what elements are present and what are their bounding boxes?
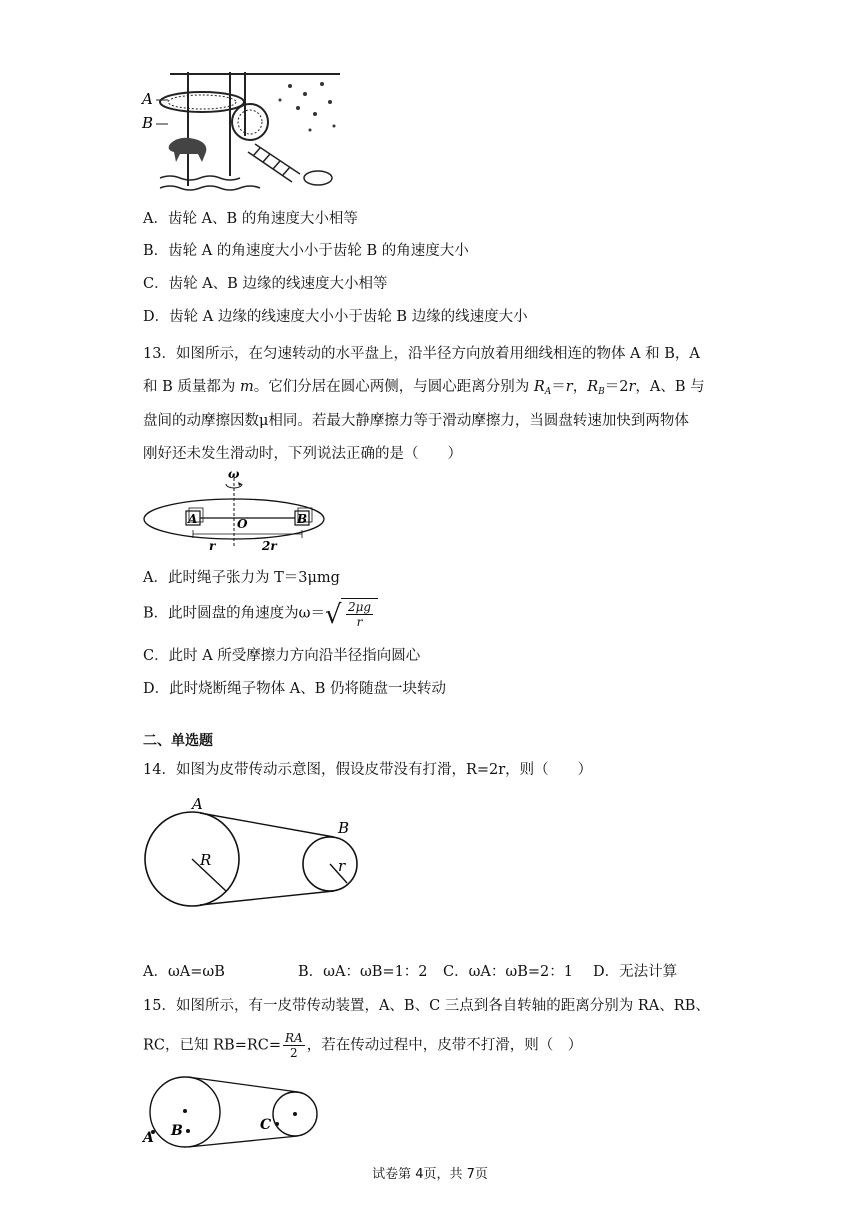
q14-belt-drive-figure: [140, 793, 370, 918]
q15-label-b: B: [171, 1123, 183, 1139]
q14-option-a: A．ωA=ωB: [143, 964, 225, 980]
q12-label-b: B: [142, 114, 154, 132]
page-footer: 试卷第 4页，共 7页: [372, 1167, 488, 1182]
q12-waterwheel-illustration: [140, 66, 345, 201]
q14-option-d: D．无法计算: [593, 964, 678, 980]
q14-label-a: A: [192, 795, 203, 813]
q15-belt-drive-figure: [140, 1074, 330, 1154]
q13-stem-line-4: 刚好还未发生滑动时，下列说法正确的是（ ）: [143, 446, 462, 462]
q13-stem-line-1: 13．如图所示，在匀速转动的水平盘上，沿半径方向放着用细线相连的物体 A 和 B，A: [143, 346, 700, 362]
q15-label-a: A: [143, 1130, 154, 1146]
q13-omega-label: ω: [228, 470, 240, 481]
q13-block-a-label: A: [188, 512, 198, 526]
q14-label-big-r: R: [200, 851, 212, 869]
q13-r-label: r: [209, 539, 216, 553]
q15-stem-line-1: 15．如图所示，有一皮带传动装置，A、B、C 三点到各自转轴的距离分别为 RA、RB、: [143, 998, 710, 1014]
q13-stem-line-2: 和 B 质量都为 m。它们分居在圆心两侧，与圆心距离分别为 $R_A=r$，$R_B=2r$，A、B 与: [143, 379, 705, 397]
q15-stem-line-2: RC，已知 RB=RC= $\frac{RA}{2}$ ，若在传动过程中，皮带不打滑，则（ ）: [143, 1031, 583, 1060]
q13-option-c: C．此时 A 所受摩擦力方向沿半径指向圆心: [143, 648, 421, 664]
q12-option-a: A．齿轮 A、B 的角速度大小相等: [143, 211, 358, 227]
q14-option-b: B．ωA：ωB=1：2: [298, 964, 428, 980]
q12-label-a: A: [142, 90, 153, 108]
q13-block-b-label: B: [297, 512, 308, 526]
q13-option-d: D．此时烧断绳子物体 A、B 仍将随盘一块转动: [143, 681, 446, 697]
q15-label-c: C: [260, 1117, 272, 1133]
q13-2r-label: 2r: [262, 539, 277, 553]
q12-option-c: C．齿轮 A、B 边缘的线速度大小相等: [143, 276, 388, 292]
q12-option-d: D．齿轮 A 边缘的线速度大小小于齿轮 B 边缘的线速度大小: [143, 309, 528, 325]
q13-stem-line-3: 盘间的动摩擦因数μ相同。若最大静摩擦力等于滑动摩擦力，当圆盘转速加快到两物体: [143, 413, 689, 429]
q12-option-b: B．齿轮 A 的角速度大小小于齿轮 B 的角速度大小: [143, 243, 469, 259]
section-heading: 二、单选题: [143, 733, 213, 749]
q13-center-o-label: O: [237, 517, 248, 531]
q14-stem: 14．如图为皮带传动示意图，假设皮带没有打滑，R=2r，则（ ）: [143, 762, 593, 778]
q14-label-small-r: r: [338, 857, 346, 875]
q14-option-c: C．ωA：ωB=2：1: [443, 964, 573, 980]
q13-option-a: A．此时绳子张力为 T＝3μmg: [143, 570, 340, 586]
q13-sqrt-expression: √ $\frac{2\mu g}{r}$: [325, 598, 378, 629]
q14-label-b: B: [338, 819, 350, 837]
q13-option-b: B．此时圆盘的角速度为ω＝ √ $\frac{2\mu g}{r}$: [143, 598, 378, 629]
q13-turntable-figure: [140, 470, 340, 560]
